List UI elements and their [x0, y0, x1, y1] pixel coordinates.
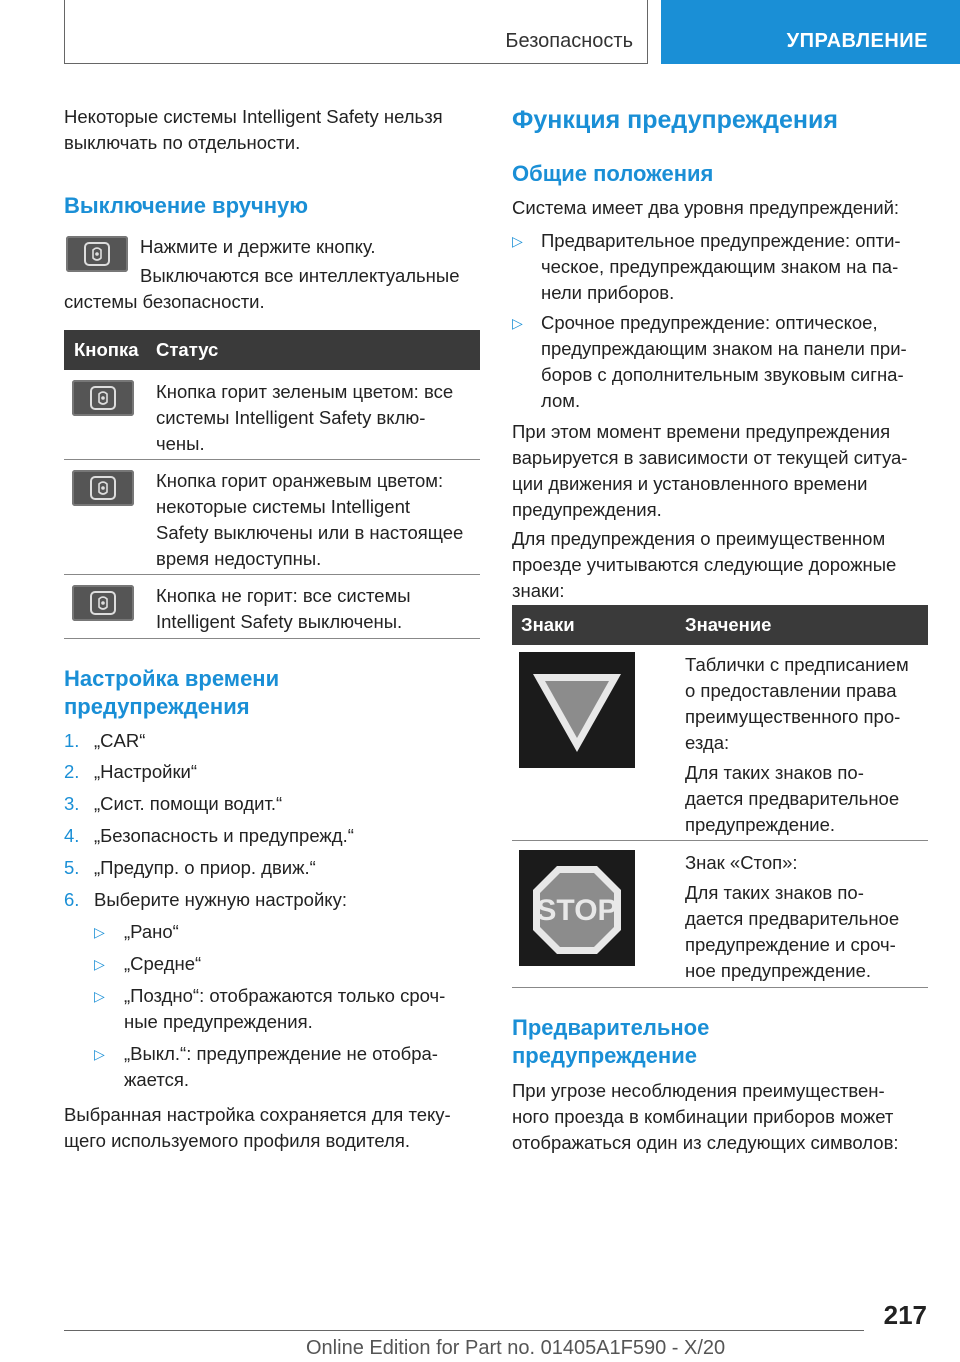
pre-warning-heading-2: предупреждение: [512, 1043, 697, 1068]
yield-sign-icon: [519, 652, 635, 768]
row1-line2: системы Intelligent Safety вклю-: [156, 407, 426, 428]
step-num: 2.: [64, 761, 80, 782]
sign2-line: дается предварительное: [685, 908, 900, 929]
row3-line2: Intelligent Safety выключены.: [156, 611, 403, 632]
option-text: ные предупреждения.: [124, 1011, 313, 1032]
row2-line4: время недоступны.: [156, 548, 322, 569]
bullet-triangle-icon: ▷: [94, 1046, 105, 1062]
button-orange-icon: [72, 470, 134, 506]
manual-off-line-2: Выключаются все интеллектуальные: [140, 265, 460, 286]
bullet-triangle-icon: ▷: [94, 988, 105, 1004]
level-text: лом.: [541, 390, 581, 411]
bullet-triangle-icon: ▷: [94, 956, 105, 972]
option-text: „Поздно“: отображаются только сроч-: [124, 985, 446, 1006]
level-text: Срочное предупреждение: оптическое,: [541, 312, 878, 333]
col-signs: Знаки: [521, 614, 575, 635]
outro-line-1: Выбранная настройка сохраняется для теку-: [64, 1104, 451, 1125]
sign1-line: Для таких знаков по-: [685, 762, 864, 783]
table-divider: [64, 574, 480, 575]
row1-line1: Кнопка горит зеленым цветом: все: [156, 381, 454, 402]
level-text: нели приборов.: [541, 282, 675, 303]
footer-rule: [64, 1330, 864, 1331]
section-tab: [64, 0, 648, 64]
pre-warning-heading-1: Предварительное: [512, 1015, 710, 1040]
pre-warning-line: ного проезда в комбинации приборов может: [512, 1106, 894, 1127]
col-meaning: Значение: [685, 614, 772, 635]
step-num: 1.: [64, 730, 80, 751]
step-num: 3.: [64, 793, 80, 814]
sign2-line: Знак «Стоп»:: [685, 852, 798, 873]
table-divider: [64, 459, 480, 460]
sign1-line: преимущественного про-: [685, 706, 901, 727]
warning-function-title: Функция предупреждения: [512, 106, 838, 134]
edition-link[interactable]: Online Edition for Part no. 01405A1F590 - X/20: [306, 1337, 726, 1359]
sign2-line: предупреждение и сроч-: [685, 934, 896, 955]
step-text: „Предупр. о приор. движ.“: [94, 857, 316, 878]
timing-heading-2: предупреждения: [64, 694, 250, 719]
sign1-line: дается предварительное: [685, 788, 900, 809]
button-table-header: [64, 330, 480, 370]
step-num: 5.: [64, 857, 80, 878]
sign1-line: предупреждение.: [685, 814, 836, 835]
chapter-tab: [661, 0, 960, 64]
level-text: Предварительное предупреждение: опти-: [541, 230, 901, 251]
option-text: „Средне“: [124, 953, 202, 974]
row2-line1: Кнопка горит оранжевым цветом:: [156, 470, 444, 491]
level-text: ческое, предупреждающим знаком на па-: [541, 256, 899, 277]
sign1-line: Таблички с предписанием: [685, 654, 909, 675]
para2-line: знаки:: [512, 580, 565, 601]
para1-line: При этом момент времени предупреждения: [512, 421, 891, 442]
table-divider: [512, 840, 928, 841]
pre-warning-line: отображаться один из следующих символов:: [512, 1132, 899, 1153]
col-button: Кнопка: [74, 339, 139, 360]
step-text: „Настройки“: [94, 761, 198, 782]
stop-sign-text: STOP: [536, 894, 618, 927]
step-num: 6.: [64, 889, 80, 910]
general-heading: Общие положения: [512, 161, 714, 186]
row2-line2: некоторые системы Intelligent: [156, 496, 410, 517]
option-text: жается.: [124, 1069, 190, 1090]
col-status: Статус: [156, 339, 219, 360]
option-text: „Выкл.“: предупреждение не отобра-: [124, 1043, 438, 1064]
para1-line: варьируется в зависимости от текущей ситуа-: [512, 447, 908, 468]
sign1-line: о предоставлении права: [685, 680, 897, 701]
bullet-triangle-icon: ▷: [512, 233, 523, 249]
outro-line-2: щего используемого профиля водителя.: [64, 1130, 410, 1151]
intelligent-safety-button-icon: [66, 236, 128, 272]
manual-off-line-3: системы безопасности.: [64, 291, 265, 312]
table-divider: [64, 638, 480, 639]
pre-warning-line: При угрозе несоблюдения преимуществен-: [512, 1080, 885, 1101]
intro-line-2: выключать по отдельности.: [64, 132, 301, 153]
intro-line-1: Некоторые системы Intelligent Safety нельзя: [64, 106, 443, 127]
row3-line1: Кнопка не горит: все системы: [156, 585, 411, 606]
row2-line3: Safety выключены или в настоящее: [156, 522, 464, 543]
sign1-line: езда:: [685, 732, 730, 753]
bullet-triangle-icon: ▷: [94, 924, 105, 940]
manual-off-line-1: Нажмите и держите кнопку.: [140, 236, 376, 257]
option-text: „Рано“: [124, 921, 179, 942]
bullet-triangle-icon: ▷: [512, 315, 523, 331]
level-text: боров с дополнительным звуковым сигна-: [541, 364, 904, 385]
general-intro: Система имеет два уровня предупреждений:: [512, 197, 900, 218]
step-num: 4.: [64, 825, 80, 846]
table-divider: [512, 987, 928, 988]
button-off-icon: [72, 585, 134, 621]
step-text: „Сист. помощи водит.“: [94, 793, 283, 814]
stop-sign-image: [519, 850, 635, 966]
step-text: Выберите нужную настройку:: [94, 889, 347, 910]
level-text: предупреждающим знаком на панели при-: [541, 338, 907, 359]
stop-sign-icon: [519, 850, 635, 966]
chapter-title: УПРАВЛЕНИЕ: [786, 30, 928, 52]
step-text: „Безопасность и предупрежд.“: [94, 825, 354, 846]
para1-line: предупреждения.: [512, 499, 662, 520]
para1-line: ции движения и установленного времени: [512, 473, 868, 494]
timing-heading-1: Настройка времени: [64, 666, 280, 691]
page-number: 217: [883, 1300, 927, 1330]
yield-sign-image: [519, 652, 635, 768]
signs-table-header: [512, 605, 928, 645]
sign2-line: ное предупреждение.: [685, 960, 871, 981]
step-text: „CAR“: [94, 730, 146, 751]
para2-line: проезде учитываются следующие дорожные: [512, 554, 897, 575]
sign2-line: Для таких знаков по-: [685, 882, 864, 903]
row1-line3: чены.: [156, 433, 205, 454]
para2-line: Для предупреждения о преимущественном: [512, 528, 886, 549]
manual-off-heading: Выключение вручную: [64, 193, 309, 218]
button-green-icon: [72, 380, 134, 416]
section-title: Безопасность: [505, 30, 633, 52]
